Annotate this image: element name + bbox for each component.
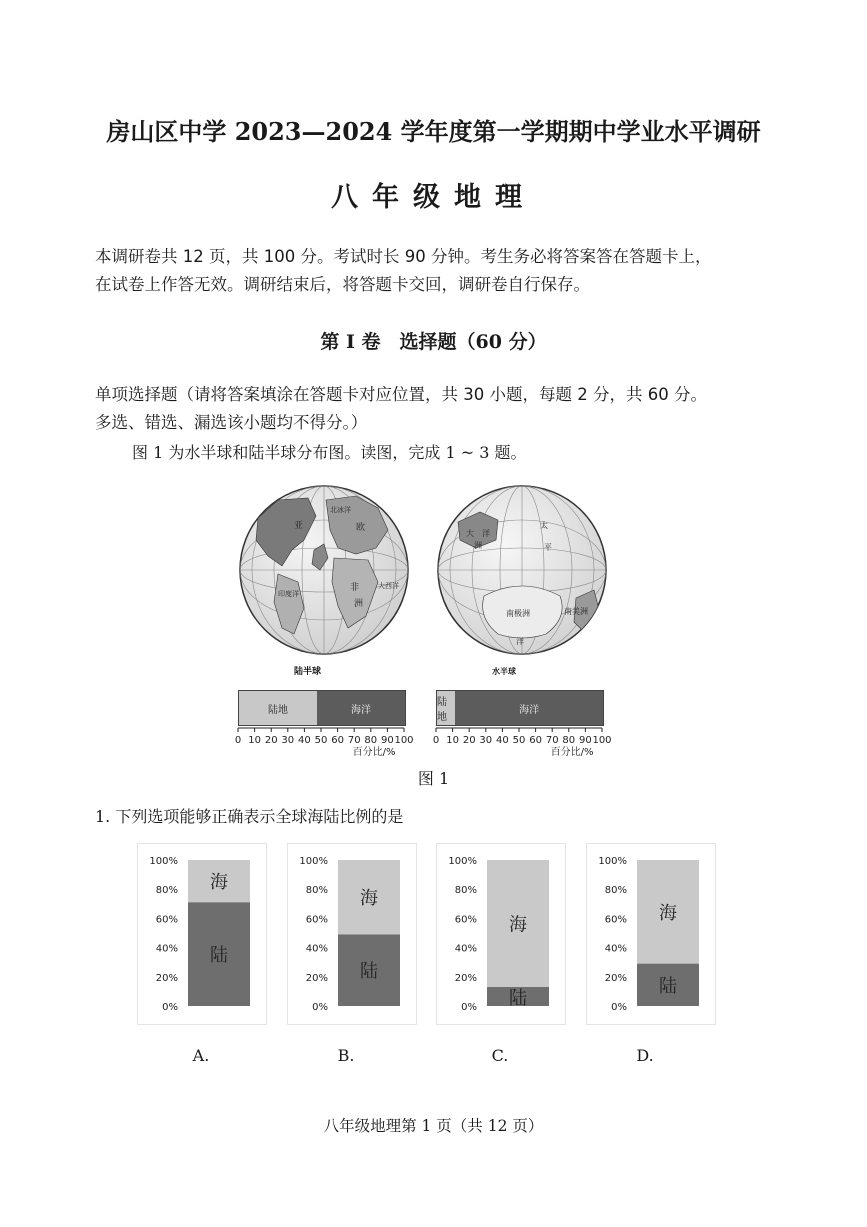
intro-line-2: 在试卷上作答无效。调研结束后，将答题卡交回，调研卷自行保存。 [95, 275, 590, 294]
option-y-tick-label: 40% [604, 943, 627, 955]
svg-text:非: 非 [350, 583, 360, 593]
option-c-chart [436, 843, 566, 1025]
question-1-text: 1. 下列选项能够正确表示全球海陆比例的是 [95, 807, 404, 826]
option-y-tick-label: 0% [611, 1002, 627, 1013]
option-sea-label: 海 [509, 914, 527, 936]
axis-tick-label: 50 [314, 735, 328, 746]
option-y-tick-label: 40% [305, 943, 328, 955]
axis-tick-label: 100 [394, 735, 414, 746]
option-y-tick-label: 100% [299, 856, 328, 867]
axis-tick-label: 80 [562, 735, 576, 746]
axis-tick-label: 30 [281, 735, 295, 746]
axis-tick-label: 20 [264, 735, 278, 746]
paper-title: 房山区中学 2023—2024 学年度第一学期期中学业水平调研 [106, 117, 761, 146]
svg-text:洋: 洋 [482, 529, 490, 538]
water-map-label-antarctica: 南极洲 [506, 609, 530, 618]
option-sea-label: 海 [360, 888, 378, 910]
option-y-tick-label: 80% [305, 885, 328, 897]
axis-tick-label: 20 [462, 735, 476, 746]
water-hemisphere-ocean-segment: 海洋 [455, 691, 603, 725]
option-y-tick-label: 80% [454, 885, 477, 897]
axis-title: 百分比/% [550, 747, 594, 758]
svg-text:洋: 洋 [516, 637, 524, 646]
svg-text:亚: 亚 [294, 521, 304, 531]
axis-title: 百分比/% [352, 747, 396, 758]
axis-tick-label: 40 [496, 735, 509, 746]
option-y-tick-label: 80% [604, 885, 627, 897]
page-footer: 八年级地理第 1 页（共 12 页） [323, 1117, 544, 1135]
option-a-label[interactable]: A. [192, 1046, 210, 1065]
axis-tick-label: 0 [432, 735, 440, 746]
option-y-tick-label: 60% [155, 914, 178, 926]
option-y-tick-label: 60% [305, 914, 328, 926]
intro-line-1: 本调研卷共 12 页，共 100 分。考试时长 90 分钟。考生务必将答案答在答题卡上， [95, 247, 712, 266]
option-y-tick-label: 40% [155, 943, 178, 955]
paper-subtitle: 八年级地理 [331, 182, 536, 213]
svg-text:南美洲: 南美洲 [564, 607, 588, 616]
svg-text:大: 大 [466, 529, 474, 538]
svg-text:洲: 洲 [474, 541, 482, 550]
water-hemisphere-axis [428, 726, 612, 758]
option-y-tick-label: 60% [604, 914, 627, 926]
option-land-label: 陆 [360, 961, 378, 983]
axis-tick-label: 60 [529, 735, 542, 746]
svg-text:印度洋: 印度洋 [278, 590, 299, 598]
axis-tick-label: 90 [381, 735, 394, 746]
land-hemisphere-bar [238, 690, 406, 726]
option-land-label: 陆 [509, 988, 527, 1009]
figure-label: 图 1 [417, 769, 450, 788]
axis-tick-label: 70 [545, 735, 559, 746]
water-hemisphere-caption: 水半球 [492, 666, 516, 676]
option-land-label: 陆 [659, 975, 677, 997]
option-y-tick-label: 20% [155, 972, 178, 984]
option-b-label[interactable]: B. [337, 1046, 355, 1065]
axis-tick-label: 0 [234, 735, 242, 746]
option-d-label[interactable]: D. [636, 1046, 654, 1065]
axis-tick-label: 70 [347, 735, 361, 746]
axis-tick-label: 50 [512, 735, 526, 746]
water-hemisphere-bar [436, 690, 604, 726]
axis-tick-label: 80 [364, 735, 378, 746]
option-land-label: 陆 [210, 945, 228, 967]
axis-tick-label: 30 [479, 735, 493, 746]
land-hemisphere-ocean-segment: 海洋 [317, 691, 405, 725]
instructions-line-2: 多选、错选、漏选该小题均不得分。） [95, 413, 368, 432]
option-y-tick-label: 100% [149, 856, 178, 867]
axis-tick-label: 40 [298, 735, 311, 746]
option-c-label[interactable]: C. [491, 1046, 509, 1065]
axis-tick-label: 100 [592, 735, 612, 746]
option-y-tick-label: 100% [598, 856, 627, 867]
figure-intro: 图 1 为水半球和陆半球分布图。读图，完成 1 ~ 3 题。 [132, 443, 527, 462]
option-y-tick-label: 80% [155, 885, 178, 897]
svg-text:平: 平 [544, 543, 552, 552]
land-map-label-arctic: 北冰洋 [330, 506, 351, 514]
svg-text:大西洋: 大西洋 [378, 582, 399, 590]
axis-tick-label: 10 [248, 735, 261, 746]
option-y-tick-label: 20% [305, 972, 328, 984]
land-hemisphere-axis [230, 726, 414, 758]
option-y-tick-label: 100% [448, 856, 477, 867]
option-a-chart [137, 843, 267, 1025]
axis-tick-label: 60 [331, 735, 344, 746]
svg-text:欧: 欧 [356, 523, 366, 533]
svg-text:洲: 洲 [354, 599, 364, 609]
land-hemisphere-caption: 陆半球 [294, 667, 322, 677]
instructions-line-1: 单项选择题（请将答案填涂在答题卡对应位置，共 30 小题，每题 2 分，共 60 分。 [95, 385, 707, 404]
option-b-chart [287, 843, 417, 1025]
option-y-tick-label: 20% [454, 972, 477, 984]
option-y-tick-label: 0% [162, 1002, 178, 1013]
option-sea-label: 海 [659, 902, 677, 924]
land-hemisphere-land-segment: 陆地 [239, 691, 317, 725]
option-sea-label: 海 [210, 872, 228, 894]
land-hemisphere-map [238, 478, 410, 678]
option-d-chart [586, 843, 716, 1025]
axis-tick-label: 90 [579, 735, 592, 746]
option-y-tick-label: 40% [454, 943, 477, 955]
axis-tick-label: 10 [446, 735, 459, 746]
water-hemisphere-land-segment: 陆地 [437, 691, 455, 725]
svg-text:太: 太 [540, 521, 548, 530]
option-y-tick-label: 20% [604, 972, 627, 984]
section-title: 第 I 卷 选择题（60 分） [320, 331, 547, 353]
option-y-tick-label: 60% [454, 914, 477, 926]
option-y-tick-label: 0% [312, 1002, 328, 1013]
option-y-tick-label: 0% [461, 1002, 477, 1013]
water-hemisphere-map [436, 478, 608, 678]
